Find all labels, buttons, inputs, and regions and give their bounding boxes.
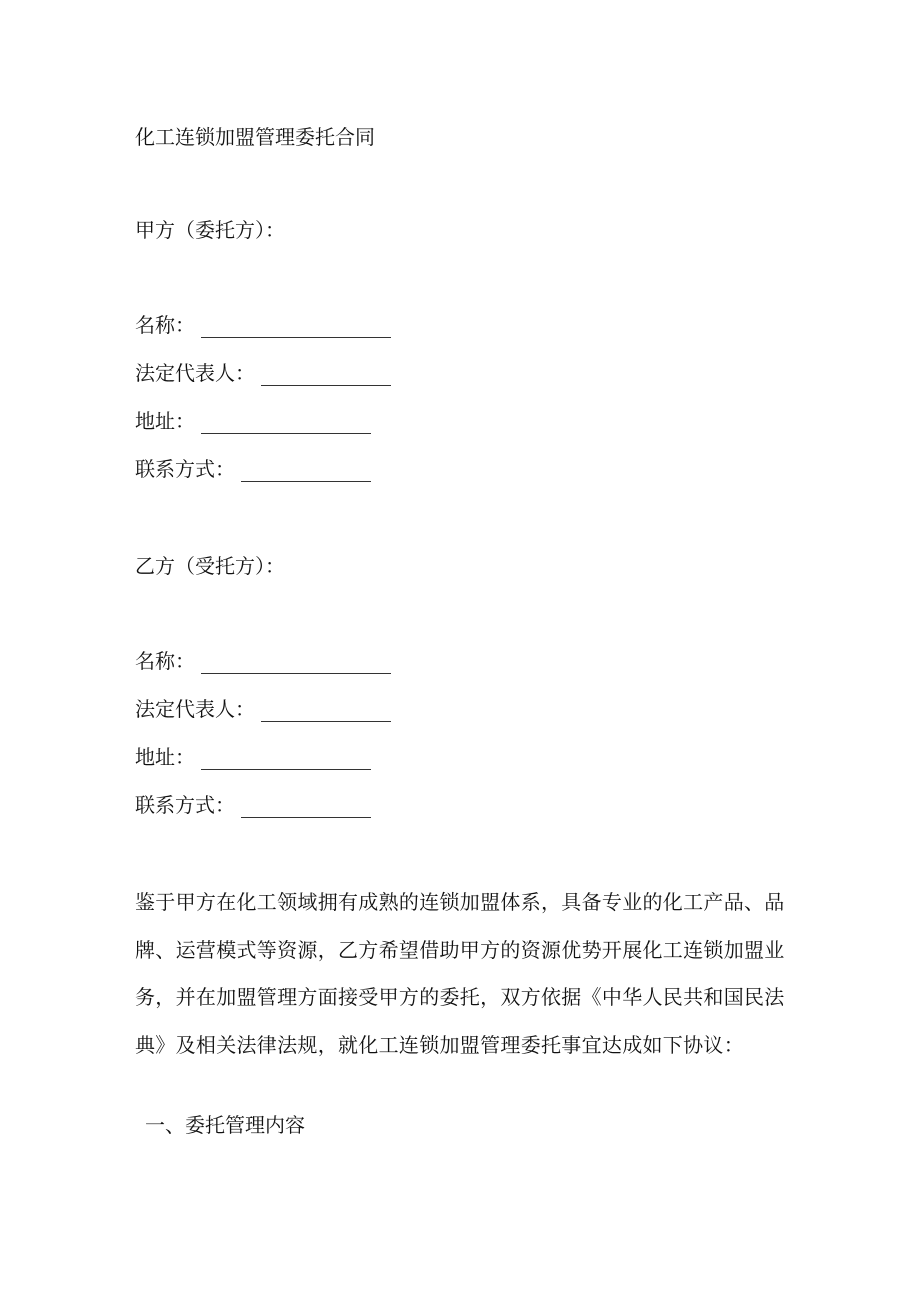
party-b-representative-field: [135, 695, 391, 723]
fill-in-blank: [241, 797, 371, 818]
fill-in-blank: [261, 365, 391, 386]
party-a-representative-field: [135, 359, 391, 387]
preamble-line: 牌、运营模式等资源，乙方希望借助甲方的资源优势开展化工连锁加盟业: [135, 937, 785, 962]
party-b-address-field: [135, 743, 371, 771]
fill-in-blank: [201, 749, 371, 770]
preamble-paragraph: [135, 879, 785, 1069]
contract-title: 化工连锁加盟管理委托合同: [135, 125, 375, 149]
fill-in-blank: [241, 461, 371, 482]
field-label: 地址：: [135, 409, 195, 433]
field-label: 联系方式：: [135, 457, 235, 481]
field-label: 名称：: [135, 313, 195, 337]
section-1-heading: 一、委托管理内容: [145, 1113, 305, 1137]
party-a-name-field: [135, 311, 391, 339]
preamble-line: 典》及相关法律法规，就化工连锁加盟管理委托事宜达成如下协议：: [135, 1032, 744, 1057]
party-a-address-field: [135, 407, 371, 435]
fill-in-blank: [201, 653, 391, 674]
field-label: 法定代表人：: [135, 361, 255, 385]
fill-in-blank: [201, 317, 391, 338]
fill-in-blank: [261, 701, 391, 722]
preamble-line: 鉴于甲方在化工领域拥有成熟的连锁加盟体系，具备专业的化工产品、品: [135, 890, 785, 914]
field-label: 法定代表人：: [135, 697, 255, 721]
field-label: 联系方式：: [135, 793, 235, 817]
party-a-heading: 甲方（委托方）：: [135, 218, 285, 242]
fill-in-blank: [201, 413, 371, 434]
field-label: 地址：: [135, 745, 195, 769]
party-b-heading: 乙方（受托方）：: [135, 554, 285, 578]
party-b-contact-field: [135, 791, 371, 819]
party-a-contact-field: [135, 455, 371, 483]
field-label: 名称：: [135, 649, 195, 673]
preamble-line: 务，并在加盟管理方面接受甲方的委托，双方依据《中华人民共和国民法: [135, 985, 785, 1009]
party-b-name-field: [135, 647, 391, 675]
